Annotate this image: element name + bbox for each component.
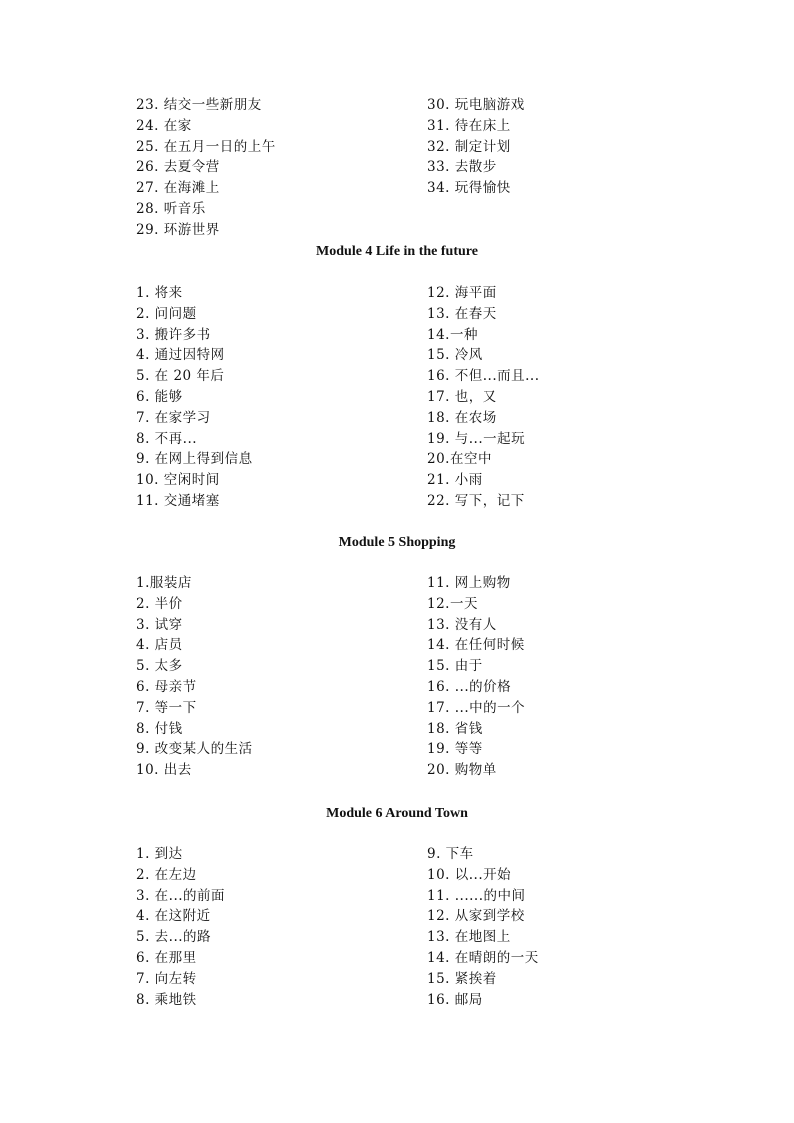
- list-item: 7. 向左转: [136, 970, 197, 987]
- module6-left-column: [136, 844, 225, 1010]
- list-item: 23. 结交一些新朋友: [136, 97, 262, 113]
- list-item: 16. ...的价格: [427, 678, 512, 695]
- list-item: 33. 去散步: [427, 159, 497, 176]
- list-item: 5. 在 20 年后: [136, 368, 225, 385]
- list-item: 8. 乘地铁: [136, 991, 197, 1008]
- list-item: 34. 玩得愉快: [427, 180, 511, 197]
- list-item: 9. 在网上得到信息: [136, 451, 253, 468]
- list-item: 12.一天: [427, 595, 478, 612]
- list-item: 15. 紧挨着: [427, 970, 497, 987]
- list-item: 17. 也，又: [427, 388, 497, 405]
- list-item: 4. 在这附近: [136, 908, 211, 925]
- list-item: 14. 在晴朗的一天: [427, 949, 539, 966]
- list-item: 12. 从家到学校: [427, 908, 525, 925]
- list-item: 1.服装店: [136, 575, 192, 591]
- list-item: 11. ......的中间: [427, 887, 526, 904]
- list-item: 2. 问问题: [136, 305, 197, 322]
- list-item: 3. 在...的前面: [136, 887, 226, 904]
- list-item: 1. 到达: [136, 846, 183, 862]
- list-item: 6. 母亲节: [136, 678, 197, 695]
- list-item: 20.在空中: [427, 451, 492, 468]
- list-item: 4. 通过因特网: [136, 347, 225, 364]
- list-item: 5. 太多: [136, 658, 183, 675]
- list-item: 8. 付钱: [136, 720, 183, 737]
- list-item: 12. 海平面: [427, 285, 497, 301]
- list-item: 32. 制定计划: [427, 138, 511, 155]
- list-item: 20. 购物单: [427, 762, 497, 779]
- module4-title: Module 4 Life in the future: [316, 244, 478, 259]
- module6-title: Module 6 Around Town: [326, 806, 468, 821]
- list-item: 14. 在任何时候: [427, 637, 525, 654]
- list-item: 22. 写下，记下: [427, 492, 525, 509]
- list-item: 8. 不再...: [136, 430, 198, 447]
- list-item: 6. 能够: [136, 388, 183, 405]
- list-item: 9. 下车: [427, 846, 474, 862]
- list-item: 26. 去夏令营: [136, 159, 220, 176]
- module4-left-column: [136, 283, 253, 512]
- list-item: 4. 店员: [136, 637, 183, 654]
- list-item: 24. 在家: [136, 117, 192, 134]
- list-item: 9. 改变某人的生活: [136, 741, 253, 758]
- list-item: 16. 邮局: [427, 991, 483, 1008]
- list-item: 10. 以...开始: [427, 866, 512, 883]
- list-item: 2. 半价: [136, 595, 183, 612]
- list-item: 13. 没有人: [427, 616, 497, 633]
- list-item: 13. 在地图上: [427, 929, 511, 946]
- list-item: 13. 在春天: [427, 305, 497, 322]
- module6-right-column: [427, 844, 539, 1010]
- list-item: 11. 网上购物: [427, 575, 511, 591]
- list-item: 18. 省钱: [427, 720, 483, 737]
- list-item: 17. ...中的一个: [427, 699, 526, 716]
- list-item: 10. 出去: [136, 762, 192, 779]
- list-item: 15. 由于: [427, 658, 483, 675]
- list-item: 1. 将来: [136, 285, 183, 301]
- module4-right-column: [427, 283, 540, 512]
- module5-right-column: [427, 573, 525, 781]
- list-item: 3. 试穿: [136, 616, 183, 633]
- list-item: 10. 空闲时间: [136, 472, 220, 489]
- module5-left-column: [136, 573, 253, 781]
- list-item: 7. 在家学习: [136, 409, 211, 426]
- list-item: 16. 不但...而且...: [427, 368, 540, 385]
- list-item: 18. 在农场: [427, 409, 497, 426]
- module5-title: Module 5 Shopping: [338, 535, 456, 550]
- list-item: 30. 玩电脑游戏: [427, 97, 525, 113]
- list-item: 3. 搬许多书: [136, 326, 211, 343]
- list-item: 19. 等等: [427, 741, 483, 758]
- list-item: 25. 在五月一日的上午: [136, 138, 276, 155]
- list-item: 6. 在那里: [136, 949, 197, 966]
- list-item: 7. 等一下: [136, 699, 197, 716]
- intro-right-column: [427, 95, 525, 199]
- list-item: 19. 与...一起玩: [427, 430, 526, 447]
- list-item: 14.一种: [427, 326, 478, 343]
- list-item: 15. 冷风: [427, 347, 483, 364]
- list-item: 29. 环游世界: [136, 221, 220, 238]
- list-item: 2. 在左边: [136, 866, 197, 883]
- list-item: 28. 听音乐: [136, 200, 206, 217]
- intro-left-column: [136, 95, 276, 241]
- list-item: 27. 在海滩上: [136, 180, 220, 197]
- list-item: 5. 去...的路: [136, 929, 212, 946]
- list-item: 21. 小雨: [427, 472, 483, 489]
- list-item: 11. 交通堵塞: [136, 492, 220, 509]
- list-item: 31. 待在床上: [427, 117, 511, 134]
